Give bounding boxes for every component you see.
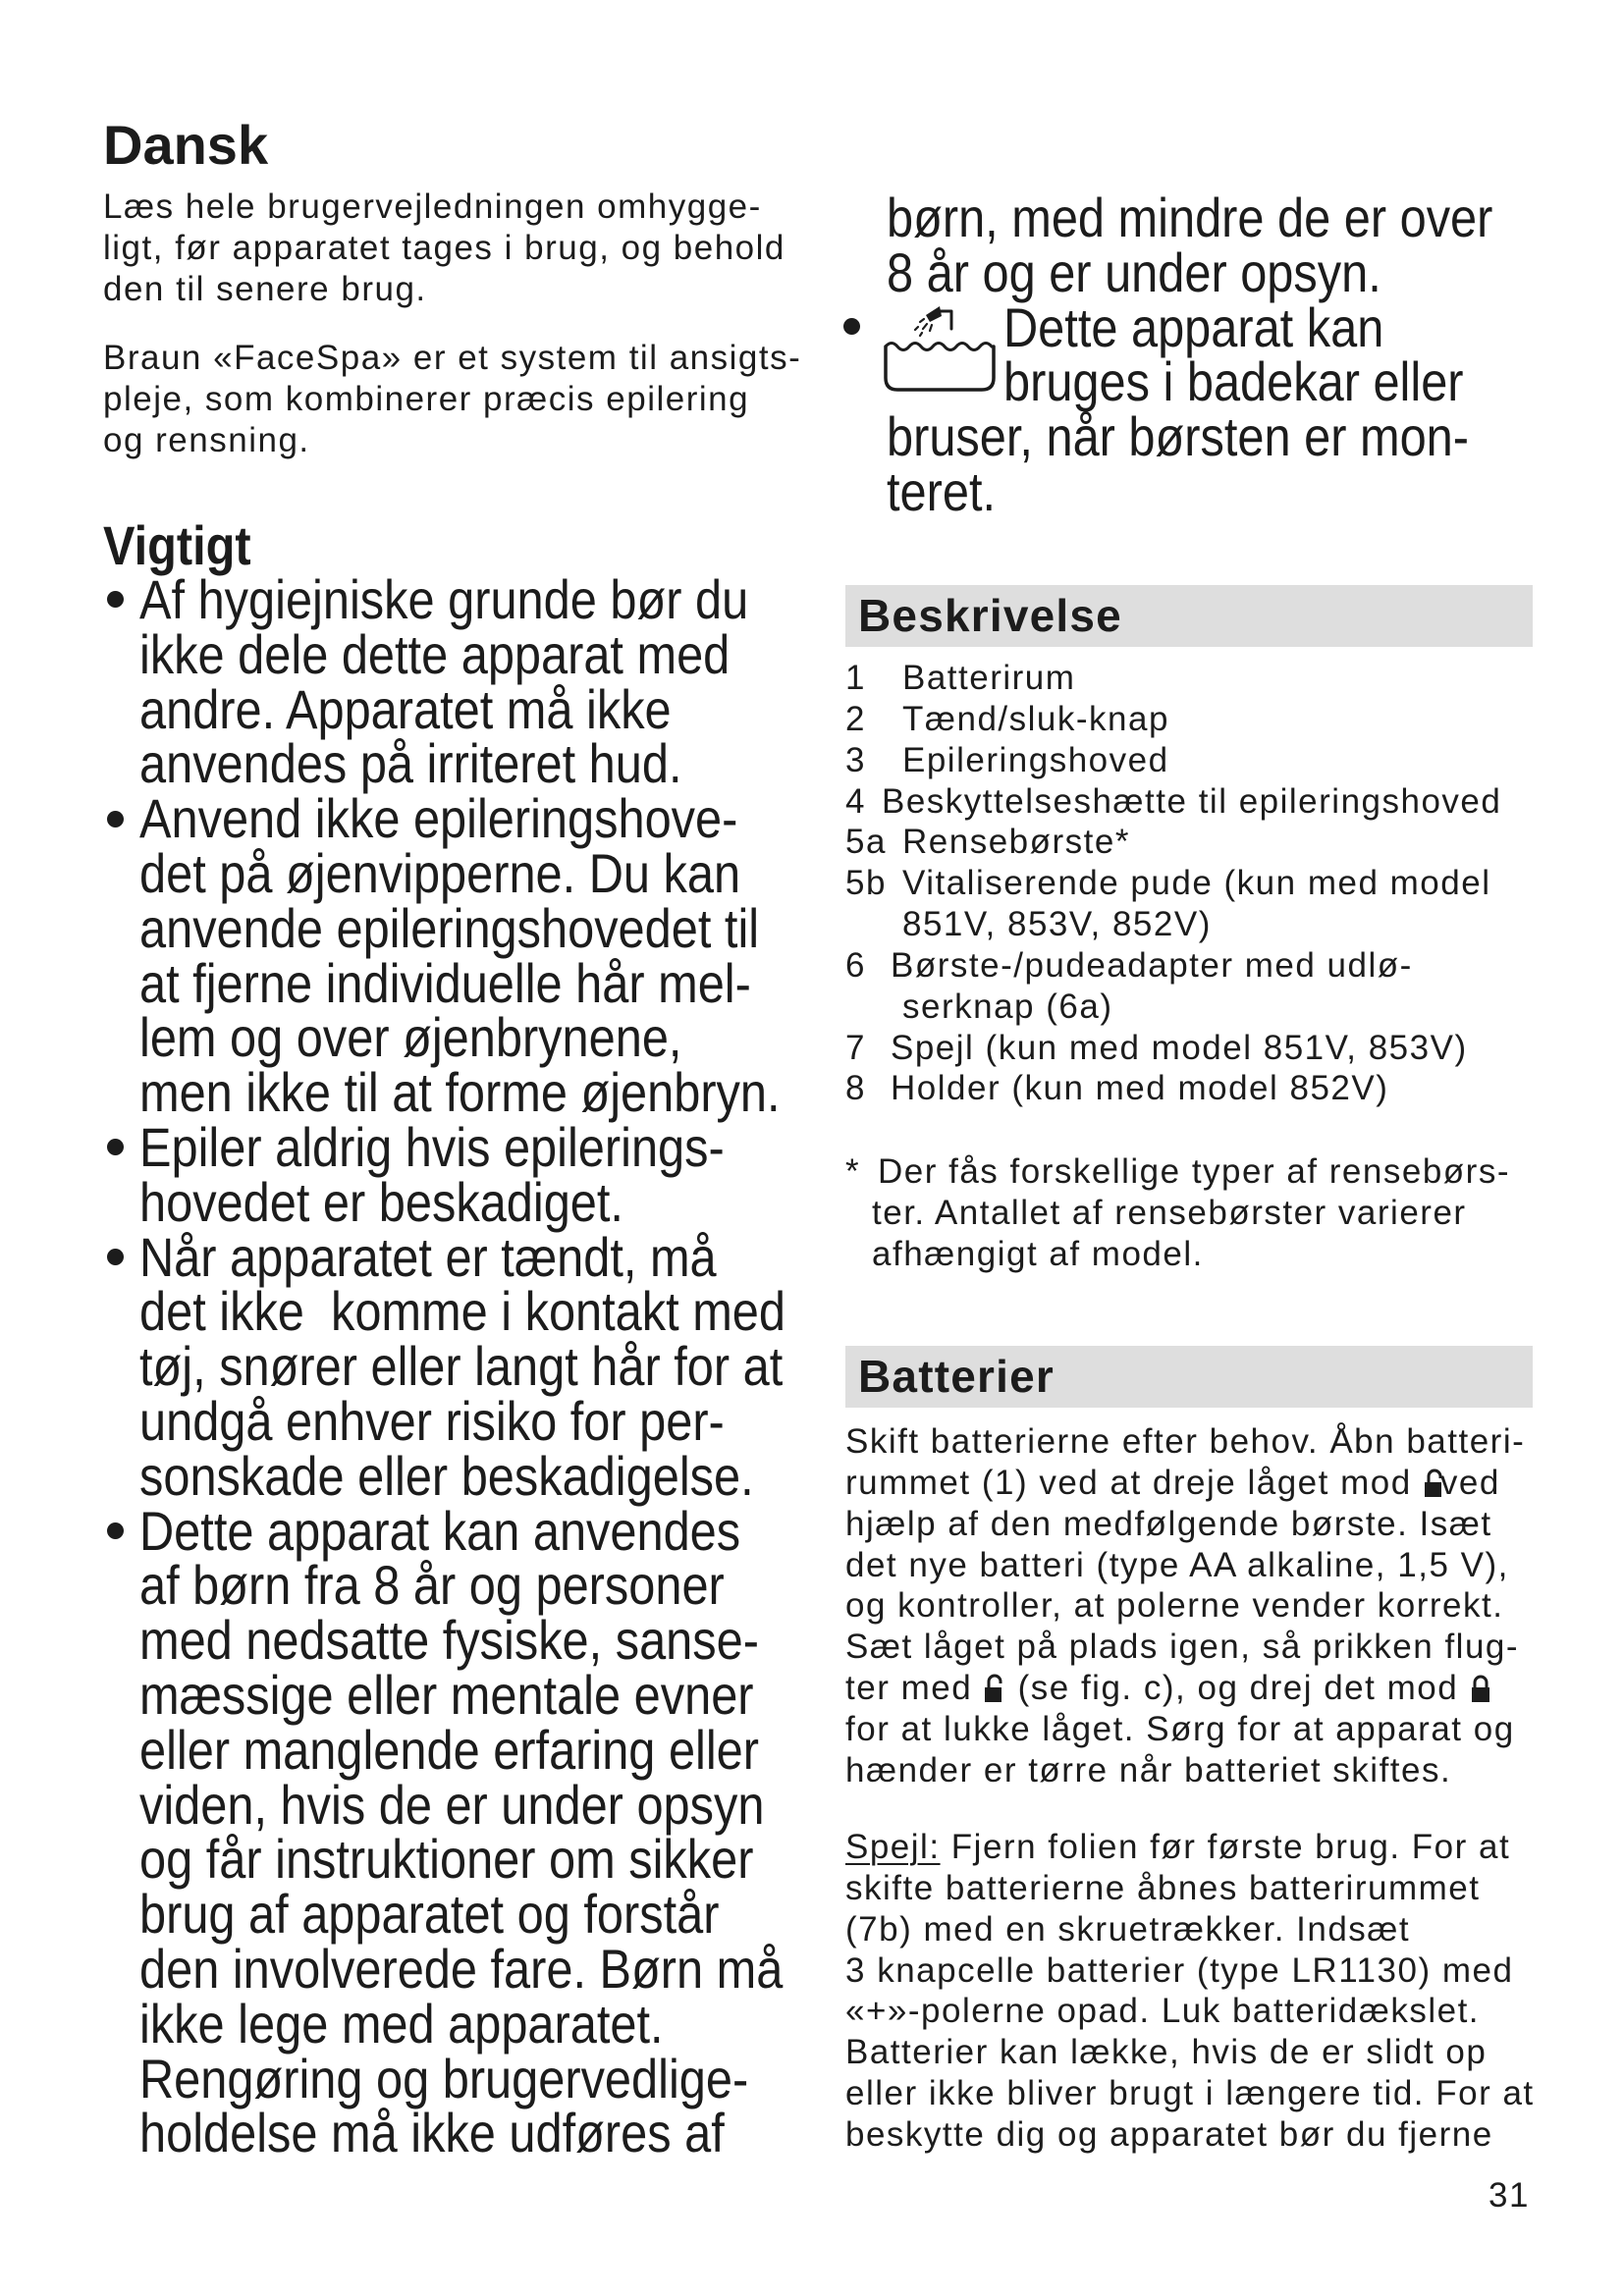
- bullet-line: 8 år og er under opsyn.: [887, 240, 1381, 303]
- text-line: beskytte dig og apparatet bør du fjerne: [845, 2114, 1493, 2154]
- bullet-line: men ikke til at forme øjenbryn.: [139, 1061, 781, 1124]
- item-text: Epileringshoved: [902, 740, 1169, 779]
- bullet-line: viden, hvis de er under opsyn: [139, 1773, 765, 1836]
- bullet-dot: [107, 591, 124, 608]
- item-number: 4: [845, 781, 866, 821]
- bullet-line: hovedet er beskadiget.: [139, 1170, 623, 1233]
- item-text: 851V, 853V, 852V): [902, 905, 1212, 944]
- item-text: Beskyttelseshætte til epileringshoved: [882, 781, 1502, 821]
- bullet-item: [139, 1225, 846, 1507]
- text-line: det nye batteri (type AA alkaline, 1,5 V),: [845, 1545, 1509, 1584]
- bullet-line: Dette apparat kan anvendes: [139, 1499, 741, 1562]
- bullet-line: teret.: [887, 459, 997, 522]
- text-line: [845, 1827, 1535, 1868]
- item-number: 2: [845, 699, 866, 738]
- intro-line: og rensning.: [103, 420, 310, 459]
- list-item: [845, 863, 1533, 904]
- list-item: [845, 1068, 1533, 1109]
- mirror-label: Spejl:: [845, 1828, 941, 1866]
- text-line: hjælp af den medfølgende børste. Isæt: [845, 1504, 1492, 1543]
- section-bar-batteries: [845, 1346, 1533, 1408]
- footnote-line: [845, 1151, 1533, 1193]
- mirror-paragraph: [845, 1827, 1535, 2156]
- bullet-line: med nedsatte fysiske, sanse-: [139, 1609, 759, 1672]
- bullet-item: [139, 1115, 846, 1233]
- bullet-line: undgå enhver risiko for per-: [139, 1389, 725, 1452]
- list-item: [845, 1028, 1533, 1069]
- page-number: 31: [1489, 2176, 1530, 2215]
- bullet-line: og får instruktioner om sikker: [139, 1828, 754, 1891]
- item-number: 7: [845, 1028, 866, 1067]
- parts-list: [845, 658, 1533, 1109]
- shower-bath-icon: [881, 303, 999, 394]
- bullet-line: anvende epileringshovedet til: [139, 896, 760, 959]
- intro-line: pleje, som kombinerer præcis epilering: [103, 379, 750, 418]
- bullet-line: ikke lege med apparatet.: [139, 1992, 664, 2055]
- text-segment: rummet (1) ved at dreje låget mod: [845, 1463, 1423, 1502]
- text-line: Sæt låget på plads igen, så prikken flug-: [845, 1628, 1520, 1667]
- product-description-paragraph: [103, 338, 801, 461]
- bullet-line: bruser, når børsten er mon-: [887, 405, 1470, 468]
- bullet-dot: [107, 811, 124, 828]
- text-segment: ter med: [845, 1669, 984, 1708]
- bullet-line: tøj, snører eller langt hår for at: [139, 1335, 784, 1398]
- bullet-line: det på øjenvipperne. Du kan: [139, 841, 741, 904]
- item-number: 3: [845, 740, 866, 779]
- bullet-dot: [107, 1139, 124, 1155]
- bullet-line: holdelse må ikke udføres af: [139, 2102, 725, 2164]
- list-item-continuation: [845, 904, 1533, 945]
- footnote: [845, 1151, 1533, 1275]
- intro-line: ligt, før apparatet tages i brug, og behold: [103, 228, 785, 267]
- important-bullet-list: [139, 568, 846, 2164]
- text-line: hænder er tørre når batteriet skiftes.: [845, 1750, 1452, 1789]
- text-line: Batterier kan lække, hvis de er slidt op: [845, 2033, 1488, 2072]
- footnote-text: ter. Antallet af rensebørster varierer: [872, 1193, 1467, 1232]
- text-line: og kontroller, at polerne vender korrekt.: [845, 1586, 1504, 1626]
- bullet-line: Når apparatet er tændt, må: [139, 1225, 717, 1288]
- bullet-line: ikke dele dette apparat med: [139, 622, 731, 685]
- page-heading: Dansk: [103, 114, 269, 176]
- bullet-line: Dette apparat kan: [1003, 295, 1384, 358]
- text-line: (7b) med en skruetrækker. Indsæt: [845, 1909, 1411, 1949]
- text-line: «+»-polerne opad. Luk batteridækslet.: [845, 1992, 1481, 2031]
- footnote-mark: *: [845, 1152, 861, 1191]
- list-item-continuation: [845, 987, 1533, 1028]
- bullet-line: børn, med mindre de er over: [887, 187, 1493, 248]
- intro-line: Læs hele brugervejledningen omhygge-: [103, 187, 762, 226]
- item-number: 5a: [845, 823, 887, 862]
- bullet-line: lem og over øjenbrynene,: [139, 1006, 682, 1069]
- item-text: Holder (kun med model 852V): [891, 1069, 1389, 1108]
- bullet-line: bruges i badekar eller: [1003, 350, 1464, 413]
- footnote-line: [845, 1193, 1533, 1234]
- bullet-line: mæssige eller mentale evner: [139, 1663, 754, 1726]
- list-item: [845, 699, 1533, 740]
- item-number: 1: [845, 659, 866, 697]
- item-text: Tænd/sluk-knap: [902, 699, 1169, 738]
- bullet-line: Af hygiejniske grunde bør du: [139, 568, 749, 630]
- unlock-icon: [983, 1674, 1006, 1703]
- bullet-line: eller manglende erfaring eller: [139, 1718, 760, 1781]
- item-number: 8: [845, 1069, 866, 1108]
- list-item: [845, 658, 1533, 699]
- item-text: Rensebørste*: [902, 823, 1130, 862]
- bullet-line: af børn fra 8 år og personer: [139, 1554, 725, 1617]
- text-segment: (se fig. c), og drej det mod: [1006, 1669, 1470, 1708]
- list-item: [845, 781, 1533, 823]
- section-heading-description: Beskrivelse: [858, 590, 1122, 641]
- footnote-text: afhængigt af model.: [872, 1234, 1204, 1273]
- list-item: [845, 740, 1533, 781]
- section-bar-description: [845, 585, 1533, 647]
- section-heading-important: Vigtigt: [103, 514, 251, 576]
- text-line: skifte batterierne åbnes batterirummet: [845, 1868, 1481, 1907]
- text-line: [845, 1463, 1525, 1504]
- bullet-line: anvendes på irriteret hud.: [139, 732, 682, 795]
- bullet-item: [139, 1499, 846, 2164]
- bullet-dot: [843, 318, 860, 335]
- text-line: [845, 1668, 1525, 1709]
- item-text: serknap (6a): [902, 987, 1113, 1026]
- text-line: eller ikke bliver brugt i længere tid. For at: [845, 2074, 1535, 2113]
- batteries-paragraph: [845, 1421, 1525, 1791]
- bullet-line: Anvend ikke epileringshove-: [139, 787, 738, 850]
- item-number: 6: [845, 945, 866, 985]
- item-text: Vitaliserende pude (kun med model: [902, 864, 1491, 903]
- intro-line: Braun «FaceSpa» er et system til ansigts-: [103, 339, 802, 377]
- bullet-line: den involverede fare. Børn må: [139, 1937, 784, 2000]
- bullet-line: Rengøring og brugervedlige-: [139, 2047, 749, 2109]
- bullet-item: [139, 787, 846, 1124]
- bullet-line: sonskade eller beskadigelse.: [139, 1444, 754, 1507]
- important-continued: [887, 187, 1574, 522]
- item-number: 5b: [845, 864, 887, 903]
- lock-icon: [1469, 1674, 1492, 1703]
- text-line: for at lukke låget. Sørg for at apparat og: [845, 1709, 1515, 1748]
- item-text: Batterirum: [902, 659, 1076, 697]
- list-item: [845, 822, 1533, 863]
- list-item: [845, 945, 1533, 987]
- bullet-dot: [107, 1522, 124, 1539]
- bullet-item: [139, 568, 846, 795]
- text-segment: Fjern folien før første brug. For at: [940, 1828, 1511, 1866]
- intro-paragraph: [103, 187, 785, 310]
- item-text: Børste-/pudeadapter med udlø-: [891, 945, 1413, 985]
- text-segment: ved: [1439, 1463, 1500, 1502]
- bullet-line: at fjerne individuelle hår mel-: [139, 951, 751, 1014]
- section-heading-batteries: Batterier: [858, 1351, 1055, 1402]
- bullet-line: brug af apparatet og forstår: [139, 1883, 720, 1946]
- footnote-line: [845, 1234, 1533, 1275]
- footnote-text: Der fås forskellige typer af rensebørs-: [878, 1152, 1510, 1191]
- bullet-dot: [107, 1249, 124, 1265]
- bullet-line: andre. Apparatet må ikke: [139, 677, 672, 740]
- text-line: 3 knapcelle batterier (type LR1130) med: [845, 1950, 1514, 1990]
- bullet-line: Epiler aldrig hvis epilerings-: [139, 1115, 725, 1178]
- bullet-line: det ikke komme i kontakt med: [139, 1280, 785, 1343]
- item-text: Spejl (kun med model 851V, 853V): [891, 1028, 1468, 1067]
- text-line: Skift batterierne efter behov. Åbn batteri-: [845, 1422, 1526, 1461]
- intro-line: den til senere brug.: [103, 269, 427, 308]
